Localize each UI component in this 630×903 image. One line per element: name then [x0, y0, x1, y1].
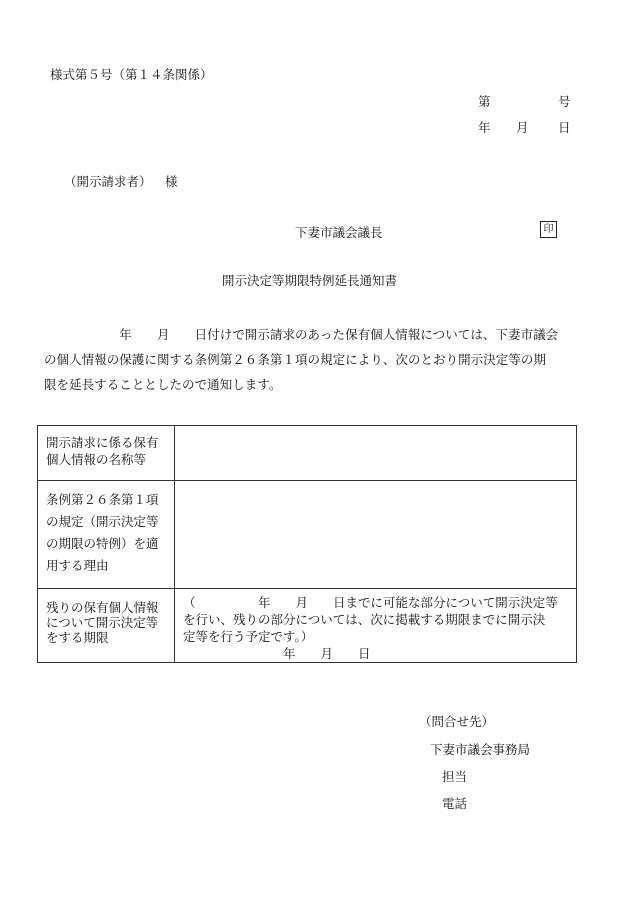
- body-line: 限を延長することとしたので通知します。: [44, 377, 282, 392]
- table-label-cell: [38, 426, 175, 481]
- document-title: 開示決定等期限特例延長通知書: [222, 273, 398, 288]
- table-label-cell: [38, 481, 175, 589]
- table-row: [38, 589, 577, 663]
- reason-field[interactable]: [175, 481, 577, 589]
- date-day-label: 日: [558, 120, 571, 135]
- table-label-line: について開示決定等: [46, 615, 159, 630]
- table-row: [38, 481, 577, 589]
- table-label-line: 条例第２６条第１項: [46, 492, 159, 507]
- table-label-line: 個人情報の名称等: [46, 452, 147, 467]
- table-label-line: の規定（開示決定等: [46, 514, 159, 529]
- deadline-text-line: 年 月 日: [183, 646, 371, 661]
- document-number-suffix: 号: [558, 94, 571, 109]
- body-line: の個人情報の保護に関する条例第２６条第１項の規定により、次のとおり開示決定等の期: [44, 352, 547, 367]
- contact-heading: （問合せ先）: [419, 714, 495, 729]
- contact-person-label: 担当: [442, 769, 468, 784]
- body-line: 年 月 日付けで開示請求のあった保有個人情報については、下妻市議会: [44, 327, 559, 342]
- contact-organization: 下妻市議会事務局: [430, 742, 531, 757]
- info-name-field[interactable]: [175, 426, 577, 481]
- sender-name: 下妻市議会議長: [295, 225, 383, 240]
- deadline-field[interactable]: [175, 589, 577, 663]
- contact-phone-label: 電話: [442, 796, 468, 811]
- table-label-cell: [38, 589, 175, 663]
- form-number: 様式第５号（第１４条関係）: [50, 67, 213, 82]
- table-label-line: をする期限: [46, 630, 109, 645]
- body-paragraph: [44, 322, 580, 397]
- table-row: [38, 426, 577, 481]
- addressee-honorific: 様: [165, 174, 178, 189]
- date-month-label: 月: [516, 120, 529, 135]
- extension-details-table: [37, 425, 577, 663]
- seal-mark: 印: [540, 221, 557, 238]
- deadline-text-line: 定等を行う予定です。）: [183, 629, 314, 644]
- table-label-line: の期限の特例）を適: [46, 536, 159, 551]
- deadline-text-line: （ 年 月 日までに可能な部分について開示決定等: [183, 595, 558, 610]
- document-number-label: 第: [478, 94, 491, 109]
- deadline-text-line: を行い、残りの部分については、次に掲載する期限までに開示決: [183, 612, 546, 627]
- date-year-label: 年: [478, 120, 491, 135]
- table-label-line: 開示請求に係る保有: [46, 435, 159, 450]
- table-label-line: 用する理由: [46, 558, 109, 573]
- table-label-line: 残りの保有個人情報: [46, 600, 159, 615]
- addressee-label: （開示請求者）: [64, 174, 152, 189]
